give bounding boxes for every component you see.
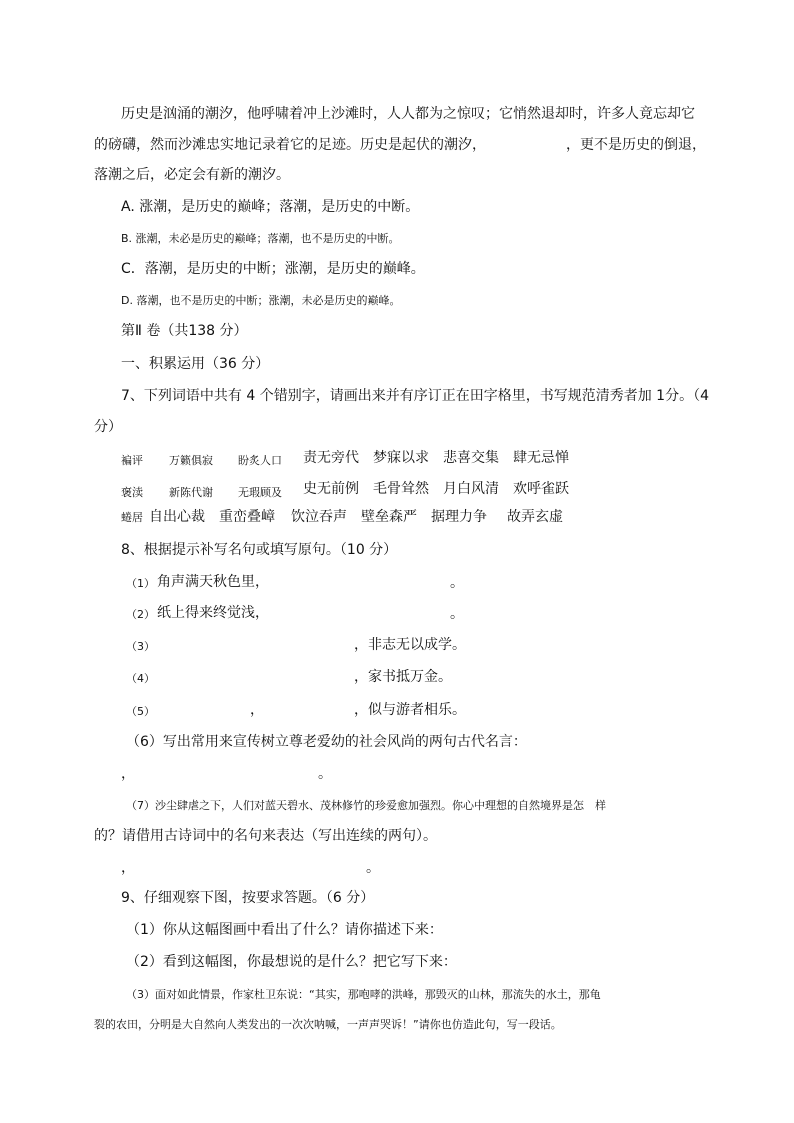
section-title: 第Ⅱ 卷（共138 分） <box>121 323 248 339</box>
q7-word-row-2b <box>303 480 569 498</box>
passage-line-2a: 的磅礴，然而沙滩忠实地记录着它的足迹。历史是起伏的潮汐， <box>94 137 486 153</box>
word: 自出心裁 <box>149 509 205 525</box>
word: 据理力争 <box>431 509 487 525</box>
q8-item-1-end: 。 <box>450 575 464 591</box>
passage-line-1: 历史是汹涌的潮汐，他呼啸着冲上沙滩时，人人都为之惊叹；它悄然退却时，许多人竟忘却它 <box>121 106 695 122</box>
word: 壁垒森严 <box>361 509 417 525</box>
q8-item-5-mid: ， <box>250 702 264 718</box>
q8-item-2-text: 纸上得来终觉浅， <box>157 605 269 621</box>
passage-line-2b: ，更不是历史的倒退， <box>566 137 706 153</box>
q9-item-3-line-2: 裂的农田，分明是大自然向人类发出的一次次呐喊，一声声哭诉！”请你也仿造此句，写一段话。 <box>94 1018 562 1031</box>
q7-line-1: 7、下列词语中共有 4 个错别字，请画出来并有序订正在田字格里，书写规范清秀者加 1分。（4 <box>121 388 709 404</box>
q8-item-1-num: （1） <box>126 577 155 590</box>
word: 褒渎 <box>121 486 143 499</box>
word: 史无前例 <box>303 481 359 497</box>
word: 新陈代谢 <box>169 486 213 499</box>
q8-item-7-b: 。 <box>366 860 380 876</box>
q8-item-3-num: （3） <box>126 640 155 653</box>
word: 毛骨耸然 <box>373 481 429 497</box>
part-heading: 一、积累运用（36 分） <box>121 356 270 372</box>
q8-item-6-a: ， <box>121 766 135 782</box>
passage-line-3: 落潮之后，必定会有新的潮汐。 <box>94 167 290 183</box>
q8-item-6-b: 。 <box>318 766 332 782</box>
option-d: D. 落潮，也不是历史的中断；涨潮，未必是历史的巅峰。 <box>121 294 401 307</box>
q8-item-2-end: 。 <box>450 606 464 622</box>
word: 重峦叠嶂 <box>219 509 275 525</box>
q8-item-4-end: ，家书抵万金。 <box>354 669 452 685</box>
word: 梦寐以求 <box>373 450 429 466</box>
word: 责无旁代 <box>303 450 359 466</box>
q7-word-row-3 <box>121 508 563 527</box>
word: 欢呼雀跃 <box>513 481 569 497</box>
q9-item-1: （1）你从这幅图画中看出了什么？请你描述下来： <box>126 922 443 938</box>
q9-item-3-line-1: （3）面对如此情景，作家杜卫东说：“其实，那咆哮的洪峰，那毁灭的山林，那流失的水土，那龟 <box>126 988 601 1001</box>
word: 褊评 <box>121 454 143 467</box>
word: 饮泣吞声 <box>291 509 347 525</box>
word: 肆无忌惮 <box>513 450 569 466</box>
q8-item-3-end: ，非志无以成学。 <box>354 637 466 653</box>
q8-item-4-num: （4） <box>126 672 155 685</box>
q9-item-2: （2）看到这幅图，你最想说的是什么？把它写下来： <box>126 954 457 970</box>
q8-item-7-a: ， <box>121 860 135 876</box>
q8-item-7-text: （7）沙尘肆虐之下，人们对蓝天碧水、茂林修竹的珍爱愈加强烈。你心中理想的自然境界是怎 样 <box>126 799 606 812</box>
word: 故弄玄虚 <box>507 509 563 525</box>
q7-line-2: 分） <box>94 419 122 435</box>
q8-item-5-end: ，似与游者相乐。 <box>354 702 466 718</box>
option-a: A. 涨潮，是历史的巅峰；落潮，是历史的中断。 <box>121 199 420 215</box>
q8-item-6-text: （6）写出常用来宣传树立尊老爱幼的社会风尚的两句古代名言： <box>126 734 527 750</box>
word: 无瑕顾及 <box>238 486 282 499</box>
q8-item-7-line-2: 的？请借用古诗词中的名句来表达（写出连续的两句）。 <box>94 828 437 844</box>
q8-item-2-num: （2） <box>126 608 155 621</box>
option-c: C．落潮，是历史的中断；涨潮，是历史的巅峰。 <box>121 261 425 277</box>
q9-title: 9、仔细观察下图，按要求答题。（6 分） <box>121 890 375 906</box>
word: 万籁俱寂 <box>169 454 213 467</box>
word: 蜷居 <box>121 511 143 524</box>
q8-item-5-num: （5） <box>126 705 155 718</box>
option-b: B. 涨潮，未必是历史的巅峰；落潮，也不是历史的中断。 <box>121 232 400 245</box>
word: 盼炙人口 <box>238 454 282 467</box>
q7-word-row-1b <box>303 449 569 467</box>
word: 月白风清 <box>443 481 499 497</box>
q8-item-1-text: 角声满天秋色里， <box>157 574 269 590</box>
q8-title: 8、根据提示补写名句或填写原句。（10 分） <box>121 542 398 558</box>
word: 悲喜交集 <box>443 450 499 466</box>
